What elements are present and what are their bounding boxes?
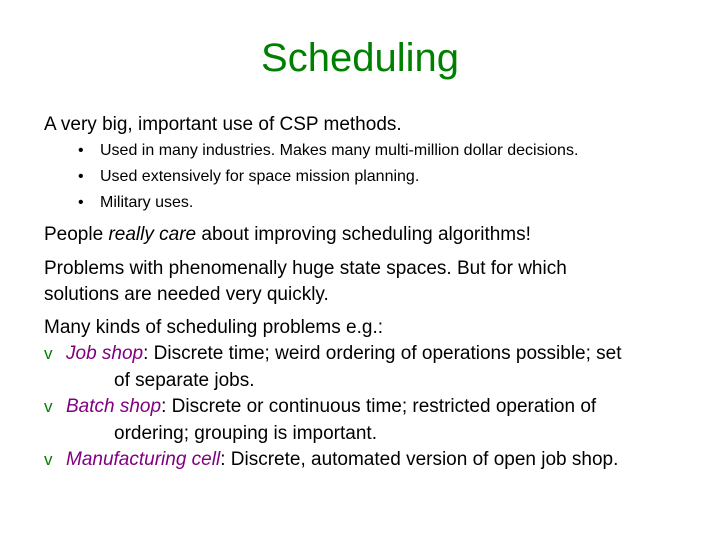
bullet-dot-icon: • <box>78 168 84 185</box>
bullet-text: Used extensively for space mission planning. <box>100 168 420 185</box>
bullet-list <box>78 138 578 216</box>
problems-text <box>44 256 684 308</box>
kind-term: Job shop <box>66 343 144 364</box>
bullet-item <box>78 138 578 164</box>
kind-item-manufacturing-cell <box>44 447 684 474</box>
problems-line-1: Problems with phenomenally huge state spaces. But for which <box>44 258 567 279</box>
kind-desc: : Discrete, automated version of open job shop. <box>220 449 619 470</box>
bullet-item <box>78 164 578 190</box>
bullet-dot-icon: • <box>78 142 84 159</box>
problems-line-2: solutions are needed very quickly. <box>44 284 329 305</box>
kinds-intro: Many kinds of scheduling problems e.g.: <box>44 317 384 338</box>
kind-desc: : Discrete time; weird ordering of operations possible; set <box>143 343 622 364</box>
bullet-item <box>78 190 578 216</box>
people-prefix: People <box>44 224 109 245</box>
slide-title: Scheduling <box>261 36 459 80</box>
bullet-dot-icon: • <box>78 194 84 211</box>
people-emphasis: really care <box>108 224 197 245</box>
diamond-bullet-icon: v <box>44 397 53 416</box>
kind-desc-continued: of separate jobs. <box>114 369 255 391</box>
kind-item-job-shop <box>44 341 684 394</box>
kind-term: Manufacturing cell <box>66 449 221 470</box>
diamond-bullet-icon: v <box>44 450 53 469</box>
bullet-text: Military uses. <box>100 194 194 211</box>
diamond-bullet-icon: v <box>44 344 53 363</box>
kind-item-batch-shop <box>44 394 684 447</box>
intro-text: A very big, important use of CSP methods. <box>44 114 402 135</box>
kind-term: Batch shop <box>66 396 162 417</box>
people-text <box>44 222 684 248</box>
kind-desc: : Discrete or continuous time; restricted operation of <box>161 396 597 417</box>
scheduling-kinds-list <box>44 341 684 474</box>
kind-desc-continued: ordering; grouping is important. <box>114 422 377 444</box>
people-suffix: about improving scheduling algorithms! <box>196 224 531 245</box>
bullet-text: Used in many industries. Makes many multi-million dollar decisions. <box>100 142 579 159</box>
